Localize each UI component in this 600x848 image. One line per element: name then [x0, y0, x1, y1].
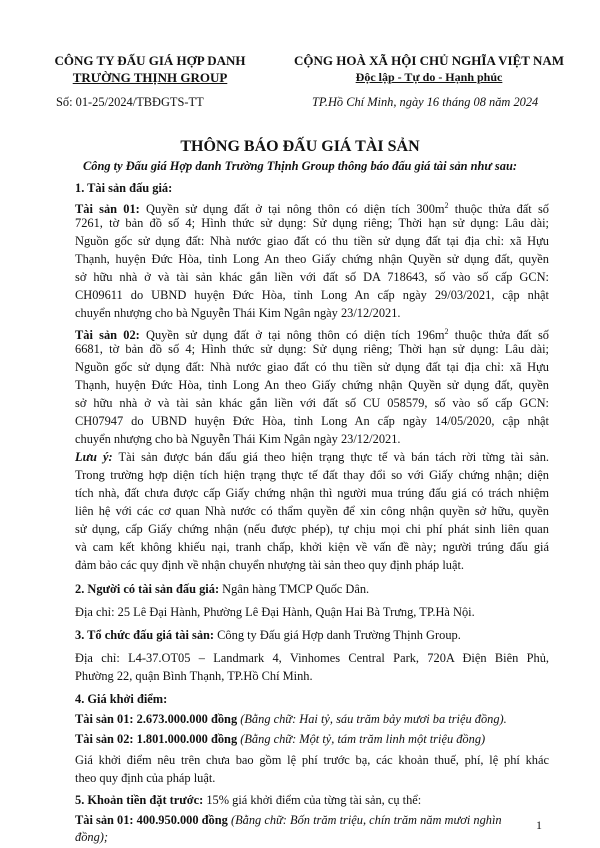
- note-line-5: sử dụng, cấp Giấy chứng nhận (nếu được phép), tự chịu mọi chi phí phát sinh liên quan: [75, 522, 549, 536]
- asset-1-line-5: sở hữu nhà ở và tài sản khác gắn liền với đất số DA 718643, số vào số cấp GCN:: [75, 270, 549, 284]
- price-1-words: (Bằng chữ: Hai tỷ, sáu trăm bảy mươi ba triệu đồng).: [237, 712, 507, 726]
- company-header: [30, 52, 270, 86]
- document-title: THÔNG BÁO ĐẤU GIÁ TÀI SẢN: [180, 138, 420, 155]
- national-motto-line2: Độc lập - Tự do - Hạnh phúc: [355, 70, 503, 84]
- asset-2-line-6: CH07947 do UBND huyện Đức Hòa, tỉnh Long An cấp ngày 14/05/2020, cập nhật: [75, 414, 549, 428]
- deposit-1-words-cont: đồng);: [75, 830, 109, 844]
- document-subtitle: Công ty Đấu giá Hợp danh Trường Thịnh Group thông báo đấu giá tài sản như sau:: [83, 159, 517, 173]
- company-name-line2: TRƯỜNG THỊNH GROUP: [72, 70, 228, 85]
- asset-2-line-4: Thạnh, huyện Đức Hòa, tỉnh Long An theo Giấy chứng nhận Quyền sử dụng đất, quyền: [75, 378, 549, 392]
- asset-1-text: Quyền sử dụng đất ở tại nông thôn có diện tích 300m: [146, 202, 445, 217]
- section-5-line: [75, 792, 421, 809]
- asset-1-line-4: Thạnh, huyện Đức Hòa, tỉnh Long An theo Giấy chứng nhận Quyền sử dụng đất, quyền: [75, 252, 549, 266]
- asset-2-line-5: sở hữu nhà ở và tài sản khác gắn liền với đất số CU 058579, số vào số cấp GCN:: [75, 396, 549, 410]
- asset-1-line-7: chuyển nhượng cho bà Nguyễn Thái Kim Ngân ngày 23/12/2021.: [75, 306, 401, 320]
- page-number: 1: [536, 818, 542, 832]
- section-5-heading: 5. Khoản tiền đặt trước:: [75, 793, 204, 807]
- note-line-4: liên hệ với các cơ quan Nhà nước có thẩm quyền để xin công nhận quyền sở hữu, quyền: [75, 504, 549, 518]
- asset-2-sup: 2: [444, 327, 449, 336]
- company-name-line1: CÔNG TY ĐẤU GIÁ HỢP DANH: [54, 53, 246, 68]
- asset-2-line-3: Nguồn gốc sử dụng đất: Nhà nước giao đất có thu tiền sử dụng đất tại địa chỉ: xã Hựu: [75, 360, 549, 374]
- asset-1-line-6: CH09611 do UBND huyện Đức Hòa, tỉnh Long An cấp ngày 29/03/2021, cập nhật: [75, 288, 549, 302]
- section-3-line: [75, 627, 461, 644]
- document-number: Số: 01-25/2024/TBĐGTS-TT: [56, 95, 204, 109]
- deposit-1-label: Tài sản 01: 400.950.000 đồng: [75, 813, 228, 827]
- section-3-value: Công ty Đấu giá Hợp danh Trường Thịnh Group.: [214, 628, 461, 642]
- note-line-6: và cam kết không khiếu nại, tranh chấp, khởi kiện về vấn đề này; người trúng đấu giá: [75, 540, 549, 554]
- asset-2-label: Tài sản 02:: [75, 328, 140, 343]
- asset-2-line-7: chuyển nhượng cho bà Nguyễn Thái Kim Ngân ngày 23/12/2021.: [75, 432, 401, 446]
- deposit-1-words: (Bằng chữ: Bốn trăm triệu, chín trăm năm mươi nghìn: [227, 813, 502, 827]
- note-line-3: tích nhà, đất chưa được cấp Giấy chứng nhận thì người mua trúng đấu giá có trách nhiệm: [75, 486, 549, 500]
- price-2-label: Tài sản 02: 1.801.000.000 đồng: [75, 732, 238, 746]
- price-note-line-2: theo quy định của pháp luật.: [75, 771, 216, 785]
- note-line-2: Trong trường hợp diện tích hiện trạng thực tế đất thay đổi so với Giấy chứng nhận; diện: [75, 468, 549, 482]
- price-note-line-1: Giá khởi điểm nêu trên chưa bao gồm lệ phí trước bạ, các khoản thuế, phí, lệ phí khác: [75, 753, 549, 767]
- asset-1-label: Tài sản 01:: [75, 202, 140, 217]
- section-4-heading: 4. Giá khởi điểm:: [75, 692, 168, 706]
- asset-1-line-2: 7261, tờ bản đồ số 4; Hình thức sử dụng: Sử dụng riêng; Thời hạn sử dụng: Lâu dài;: [75, 216, 549, 230]
- price-2-words: (Bằng chữ: Một tỷ, tám trăm linh một triệu đồng): [237, 732, 486, 746]
- section-1-heading: 1. Tài sản đấu giá:: [75, 181, 173, 195]
- deposit-1-line: [75, 812, 502, 829]
- price-2-line: [75, 731, 485, 748]
- note-line-1: [75, 449, 549, 466]
- note-label: Lưu ý:: [75, 450, 113, 464]
- note-text: Tài sản được bán đấu giá theo hiện trạng thực tế và bán tách rời từng tài sản.: [112, 450, 549, 464]
- asset-2-line-2: 6681, tờ bản đồ số 4; Hình thức sử dụng: Sử dụng riêng; Thời hạn sử dụng: Lâu dài;: [75, 342, 549, 356]
- section-5-value: 15% giá khởi điểm của từng tài sản, cụ thể:: [203, 793, 422, 807]
- section-3-address-2: Phường 22, quận Bình Thạnh, TP.Hồ Chí Minh.: [75, 669, 313, 683]
- asset-2-text-b: thuộc thửa đất số: [448, 328, 549, 343]
- section-2-value: Ngân hàng TMCP Quốc Dân.: [219, 582, 370, 596]
- section-2-line: [75, 581, 369, 598]
- asset-1-line-3: Nguồn gốc sử dụng đất: Nhà nước giao đất có thu tiền sử dụng đất tại địa chỉ: xã Hựu: [75, 234, 549, 248]
- place-date: TP.Hồ Chí Minh, ngày 16 tháng 08 năm 2024: [312, 95, 539, 109]
- asset-1-text-b: thuộc thửa đất số: [448, 202, 549, 217]
- asset-1-sup: 2: [444, 201, 449, 210]
- section-2-address: Địa chỉ: 25 Lê Đại Hành, Phường Lê Đại Hành, Quận Hai Bà Trưng, TP.Hà Nội.: [75, 605, 475, 619]
- price-1-line: [75, 711, 507, 728]
- section-3-address-1: Địa chỉ: L4-37.OT05 – Landmark 4, Vinhomes Central Park, 720A Điện Biên Phủ,: [75, 651, 549, 665]
- asset-2-text: Quyền sử dụng đất ở tại nông thôn có diện tích 196m: [146, 328, 445, 343]
- national-motto-line1: CỘNG HOÀ XÃ HỘI CHỦ NGHĨA VIỆT NAM: [293, 53, 565, 68]
- section-2-heading: 2. Người có tài sản đấu giá:: [75, 582, 220, 596]
- note-line-7: đảm bảo các quy định về nhận chuyển nhượng tài sản theo quy định pháp luật.: [75, 558, 465, 572]
- section-3-heading: 3. Tổ chức đấu giá tài sản:: [75, 628, 215, 642]
- price-1-label: Tài sản 01: 2.673.000.000 đồng: [75, 712, 238, 726]
- national-header: [270, 52, 588, 86]
